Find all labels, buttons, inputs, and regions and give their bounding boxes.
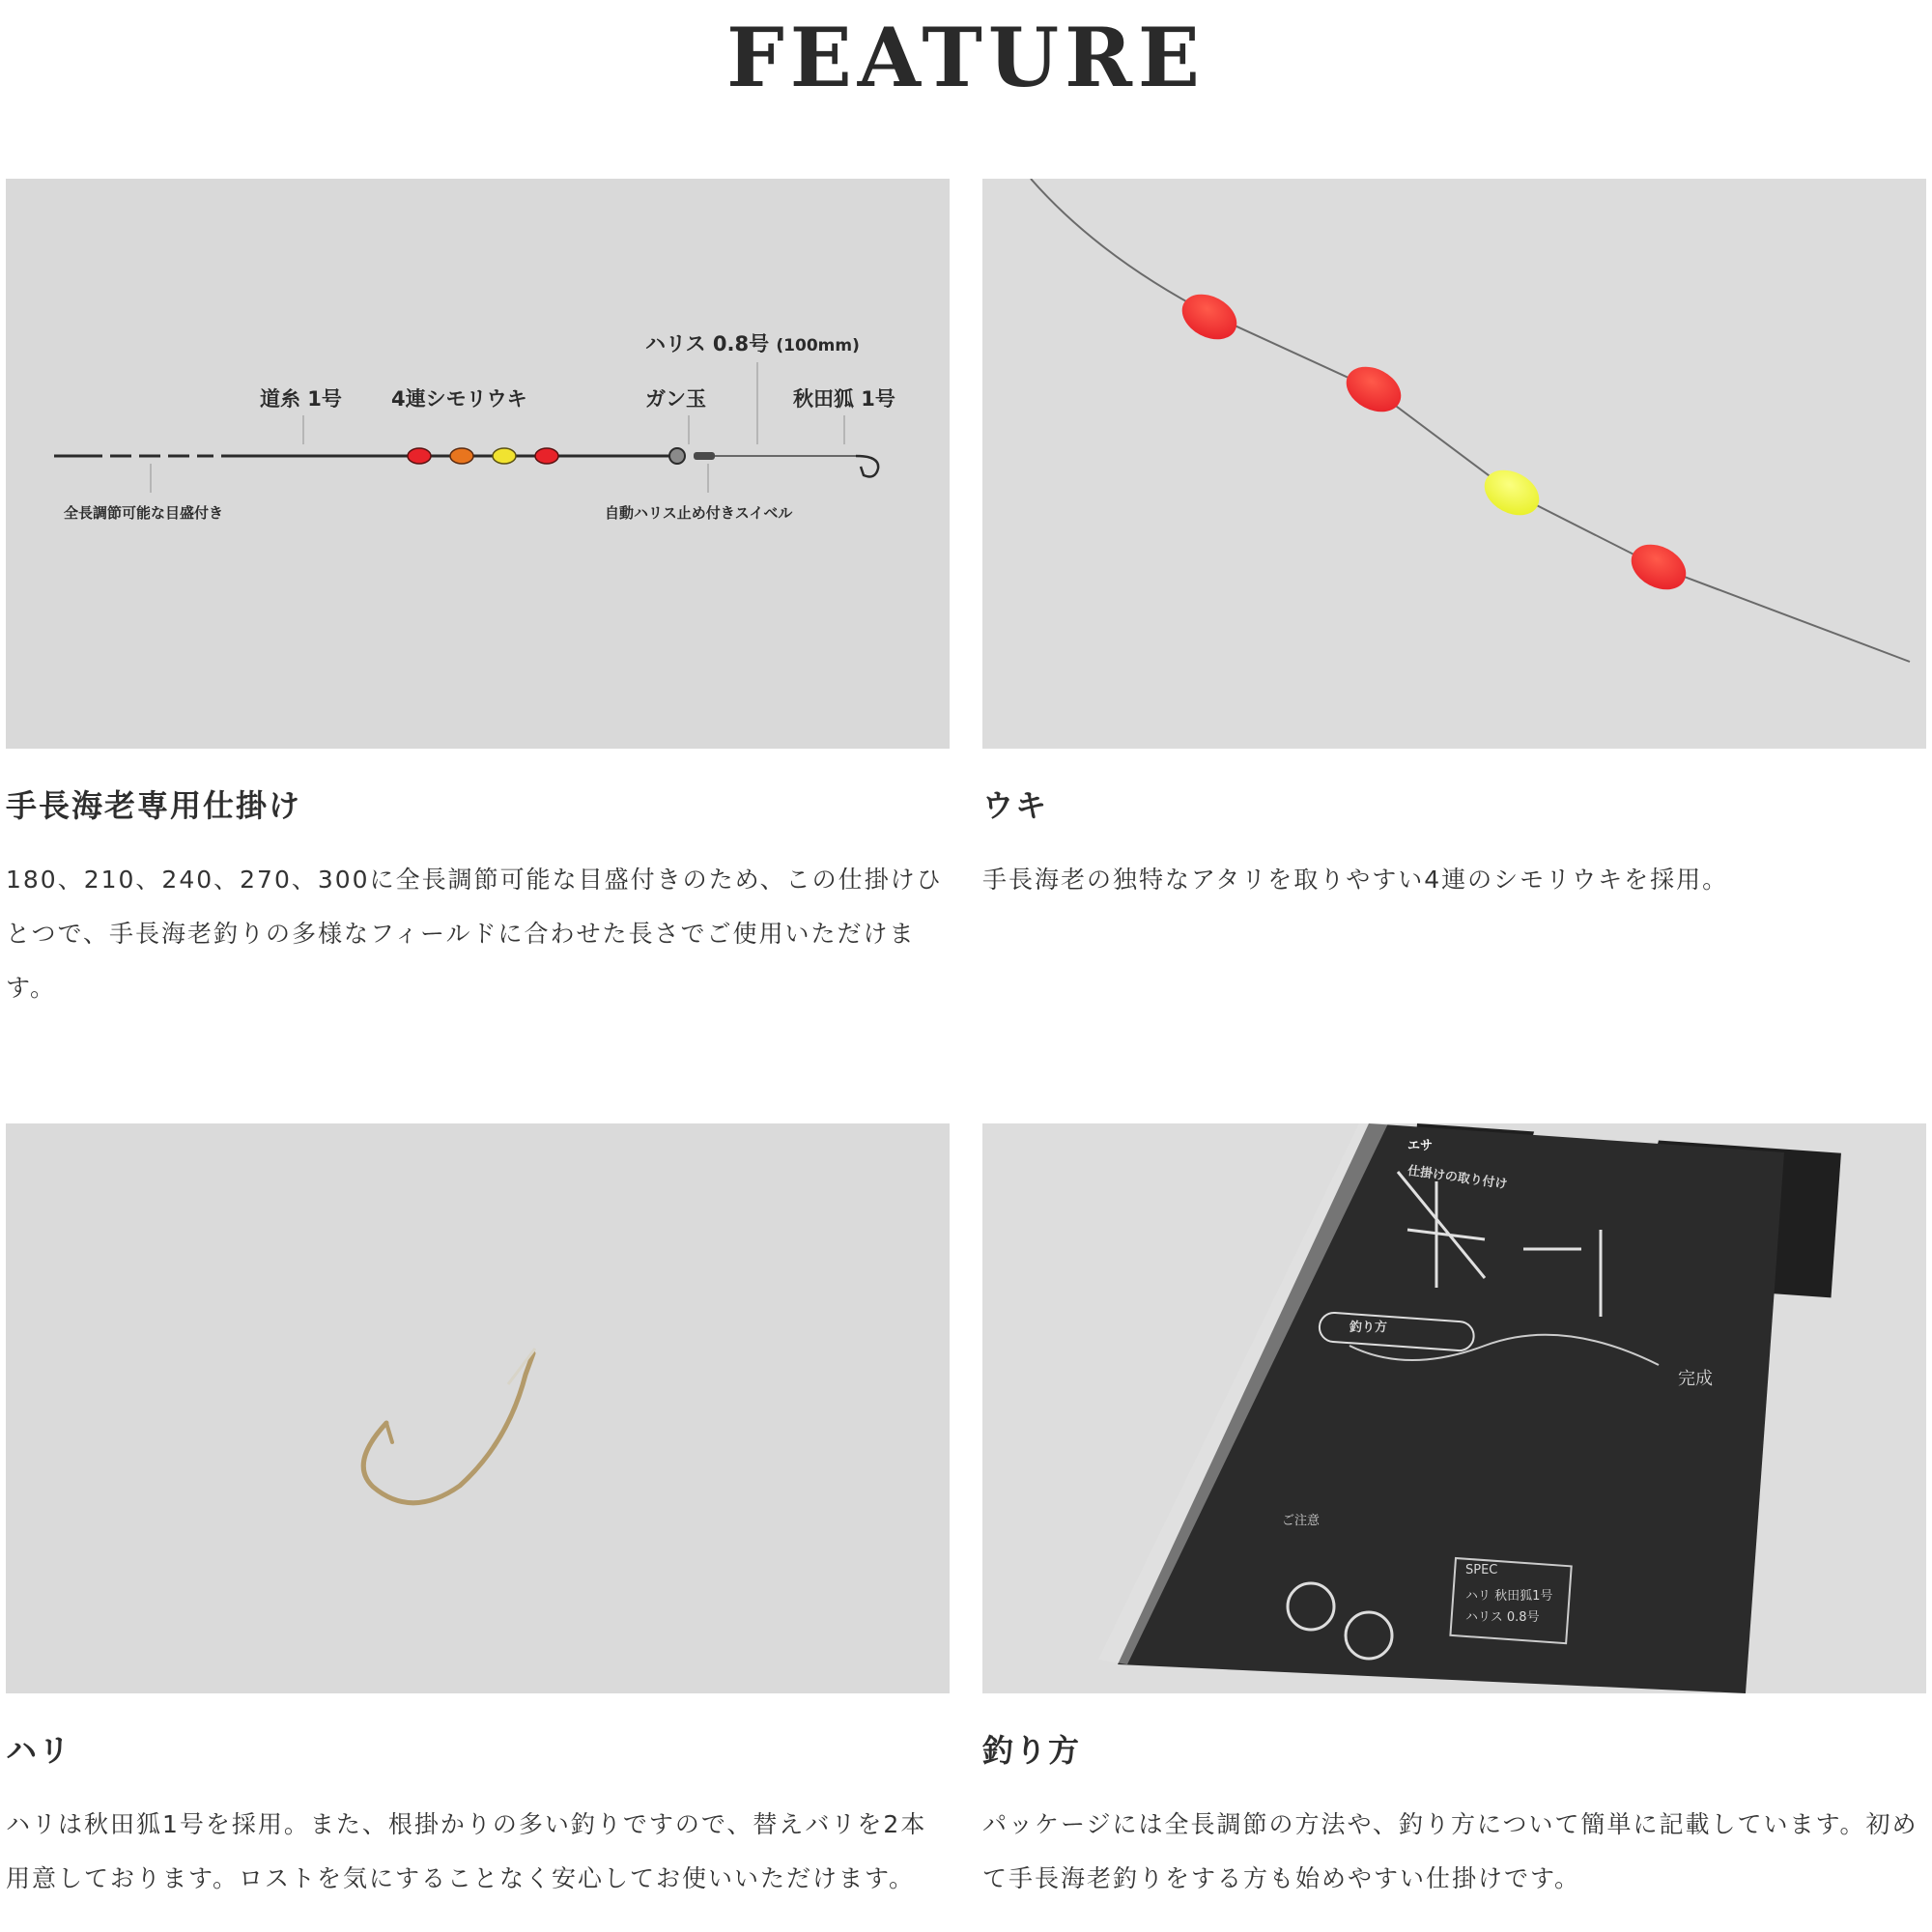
float-title: ウキ	[982, 787, 1049, 824]
howto-title: 釣り方	[982, 1732, 1082, 1769]
scale-mark	[131, 453, 139, 459]
feature-card-hook	[6, 1123, 950, 1906]
label-scale: 全長調節可能な目盛付き	[64, 504, 224, 522]
package-fishing: 釣り方	[1350, 1321, 1388, 1335]
package-spec: SPEC	[1465, 1563, 1498, 1577]
hook-tippet	[508, 1349, 535, 1384]
scale-mark	[189, 453, 197, 459]
float-bead	[1477, 461, 1548, 524]
label-harisu: ハリス 0.8号 (100mm)	[645, 332, 860, 355]
float-bead	[1339, 357, 1409, 420]
hook-photo-graphic	[6, 1123, 950, 1693]
float-bead	[535, 448, 558, 464]
package-tab: エサ	[1407, 1139, 1434, 1153]
package-photo	[982, 1123, 1926, 1693]
package-caution: ご注意	[1282, 1514, 1321, 1528]
rig-title: 手長海老専用仕掛け	[6, 787, 302, 824]
howto-description: パッケージには全長調節の方法や、釣り方について簡単に記載しています。初めて手長海老釣りをする方も始めやすい仕掛けです。	[982, 1810, 1918, 1892]
float-photo-graphic	[982, 179, 1926, 749]
label-gandama: ガン玉	[645, 387, 706, 411]
line	[1031, 179, 1910, 662]
split-shot	[669, 448, 685, 464]
hook-title: ハリ	[6, 1732, 72, 1769]
label-hook: 秋田狐 1号	[793, 387, 895, 411]
scale-mark	[213, 453, 221, 459]
hook-photo	[6, 1123, 950, 1693]
hook-description: ハリは秋田狐1号を採用。また、根掛かりの多い釣りですので、替えバリを2本用意しております。ロストを気にすることなく安心してお使いいただけます。	[6, 1810, 927, 1892]
hook-barb	[386, 1423, 392, 1442]
feature-card-float	[982, 179, 1926, 907]
package-attach: 仕掛けの取り付け	[1406, 1163, 1509, 1193]
hook-shape	[856, 456, 878, 476]
scale-mark	[102, 453, 110, 459]
float-bead	[408, 448, 431, 464]
label-swivel: 自動ハリス止め付きスイベル	[605, 504, 793, 522]
rig-description: 180、210、240、270、300に全長調節可能な目盛付きのため、この仕掛けひとつで、手長海老釣りの多様なフィールドに合わせた長さでご使用いただけます。	[6, 866, 943, 1002]
feature-card-howto	[982, 1123, 1926, 1906]
package-done: 完成	[1678, 1369, 1713, 1389]
float-bead	[493, 448, 516, 464]
float-bead	[450, 448, 473, 464]
rig-diagram	[6, 179, 950, 749]
rig-diagram-graphic	[6, 179, 950, 749]
page-title: FEATURE	[726, 10, 1206, 105]
float-photo	[982, 179, 1926, 749]
float-bead	[1624, 535, 1694, 598]
package-photo-graphic	[982, 1123, 1926, 1693]
label-michiito: 道糸 1号	[260, 387, 342, 411]
float-description: 手長海老の独特なアタリを取りやすい4連のシモリウキを採用。	[982, 866, 1729, 894]
scale-mark	[160, 453, 168, 459]
package-spec-hook: ハリ 秋田狐1号	[1465, 1589, 1553, 1604]
float-bead	[1175, 285, 1245, 348]
package-body	[1118, 1123, 1784, 1693]
label-uki: 4連シモリウキ	[391, 387, 527, 411]
feature-card-rig	[6, 179, 950, 1015]
package-spec-line: ハリス 0.8号	[1465, 1610, 1540, 1625]
swivel	[694, 452, 715, 460]
